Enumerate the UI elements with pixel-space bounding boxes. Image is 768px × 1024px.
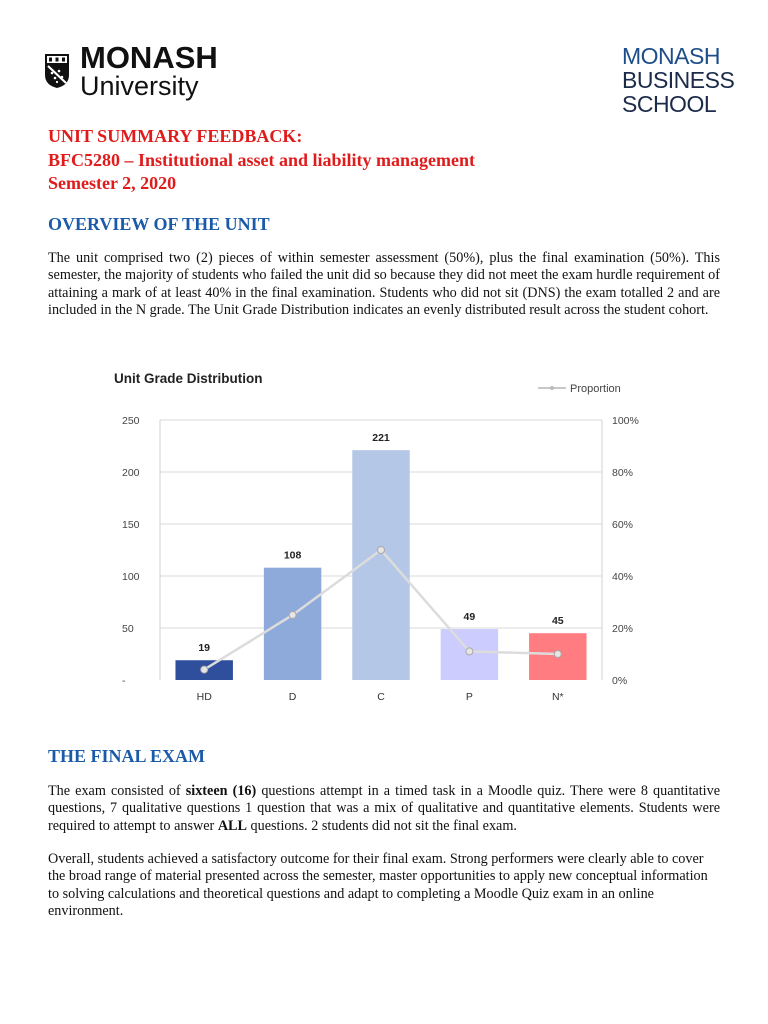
proportion-point bbox=[378, 547, 385, 554]
final-exam-paragraph-2: Overall, students achieved a satisfactory outcome for their final exam. Strong performers were clearly able to cover the broad range of material presented across the semester, master opportunities to apply new conceptual information to solving calculations and theoretical questions and adapt to completing a Moodle Quiz exam in an online environment. bbox=[48, 851, 708, 920]
monash-university-logo bbox=[44, 42, 218, 100]
overview-paragraph: The unit comprised two (2) pieces of within semester assessment (50%), plus the final examination (50%). This semester, the majority of students who failed the unit did so because they did not meet the exam hurdle requirement of attaining a mark of at least 40% in the final examination. Students who did not sit (DNS) the exam totalled 2 and are included in the N grade. The Unit Grade Distribution indicates an evenly distributed result across the student cohort. bbox=[48, 250, 720, 319]
y-tick-label: - bbox=[122, 675, 126, 687]
bar-value-label: 108 bbox=[283, 549, 302, 562]
y-tick-label: 250 bbox=[122, 415, 140, 427]
final-exam-paragraph-1 bbox=[48, 783, 720, 835]
bar-value-label: 19 bbox=[198, 642, 211, 655]
business-school-logo bbox=[622, 44, 734, 116]
school-line-1: MONASH bbox=[622, 43, 720, 69]
final-exam-text-b: sixteen (16) bbox=[185, 783, 257, 799]
monash-crest-icon bbox=[44, 53, 70, 89]
proportion-point bbox=[466, 648, 473, 655]
final-exam-heading: THE FINAL EXAM bbox=[48, 746, 206, 766]
overview-heading: OVERVIEW OF THE UNIT bbox=[48, 214, 270, 234]
chart-svg bbox=[112, 362, 652, 702]
final-exam-text-e: questions. 2 students did not sit the final exam. bbox=[246, 817, 517, 834]
university-subtitle: University bbox=[80, 71, 199, 101]
proportion-point bbox=[289, 612, 296, 619]
x-tick-label: D bbox=[288, 691, 297, 702]
title-line-2: BFC5280 – Institutional asset and liability management bbox=[48, 150, 476, 170]
bar-d bbox=[264, 568, 321, 680]
chart-legend bbox=[538, 383, 621, 395]
y2-tick-label: 20% bbox=[612, 623, 634, 635]
bar-value-label: 49 bbox=[463, 611, 476, 624]
final-exam-text-c: questions attempt in a timed task in a Moodle quiz. There were 8 quantitative questions, 7 qualitative questions 1 question that was a mix of qualitative and quantitative elements. Students were required to attempt to answer bbox=[48, 783, 720, 834]
y-tick-label: 200 bbox=[122, 467, 140, 479]
x-tick-label: N* bbox=[551, 691, 564, 702]
school-line-3: SCHOOL bbox=[622, 91, 717, 117]
y2-tick-label: 100% bbox=[612, 415, 639, 427]
bar-value-label: 221 bbox=[372, 432, 390, 445]
legend-label: Proportion bbox=[570, 383, 621, 395]
x-tick-label: HD bbox=[196, 691, 212, 702]
final-exam-text-d: ALL bbox=[217, 817, 247, 834]
title-line-1: UNIT SUMMARY FEEDBACK: bbox=[48, 126, 303, 146]
y-tick-label: 50 bbox=[122, 623, 134, 635]
title-line-3: Semester 2, 2020 bbox=[48, 173, 177, 193]
bar-value-label: 45 bbox=[551, 615, 564, 628]
x-tick-label: C bbox=[377, 691, 385, 702]
school-line-2: BUSINESS bbox=[622, 67, 735, 93]
legend-marker bbox=[550, 386, 554, 390]
university-name: MONASH bbox=[80, 40, 218, 75]
x-tick-label: P bbox=[465, 691, 473, 702]
y2-tick-label: 60% bbox=[612, 519, 634, 531]
final-exam-text-a: The exam consisted of bbox=[48, 783, 186, 799]
chart-title: Unit Grade Distribution bbox=[114, 371, 263, 386]
proportion-point bbox=[201, 666, 208, 673]
y2-tick-label: 40% bbox=[612, 571, 634, 583]
y-tick-label: 150 bbox=[122, 519, 140, 531]
y2-tick-label: 80% bbox=[612, 467, 634, 479]
proportion-point bbox=[554, 651, 561, 658]
y-tick-label: 100 bbox=[122, 571, 140, 583]
grade-distribution-chart bbox=[112, 362, 652, 707]
y2-tick-label: 0% bbox=[612, 675, 628, 687]
